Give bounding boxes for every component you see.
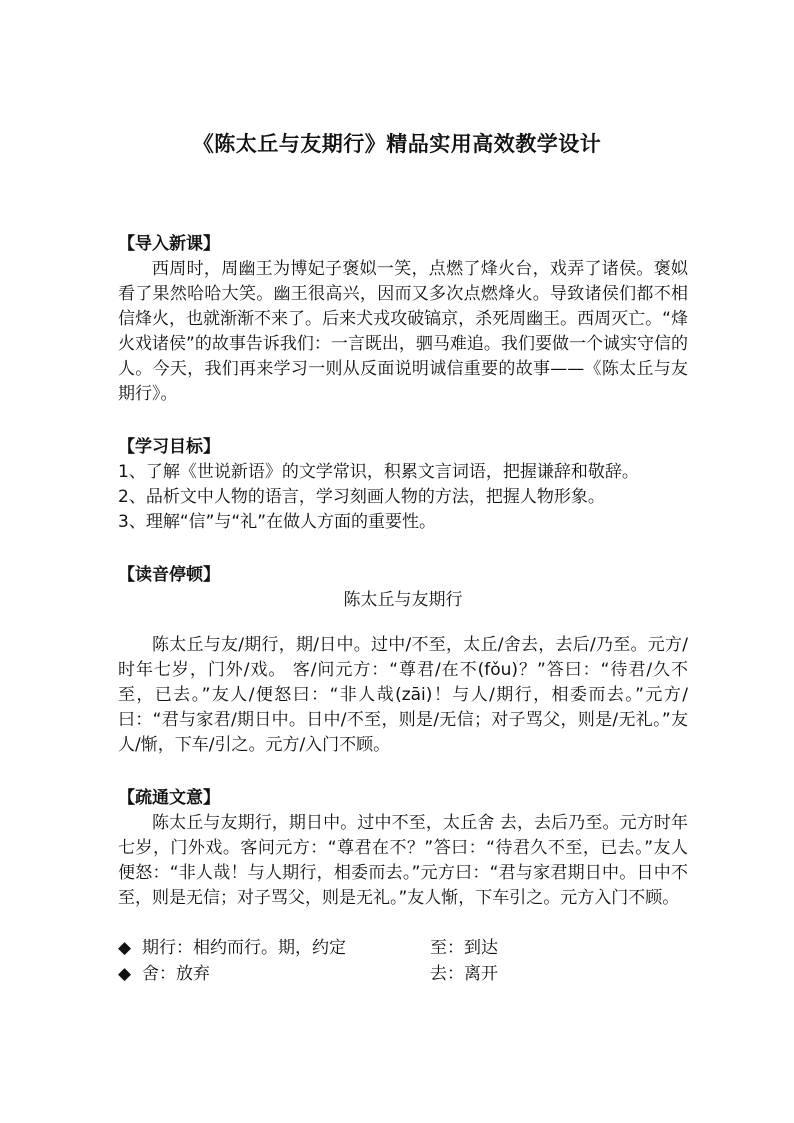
note-row (118, 961, 688, 987)
text-subtitle: 陈太丘与友期行 (343, 590, 463, 610)
diamond-bullet-icon: ◆ (118, 937, 132, 958)
diamond-bullet-icon: ◆ (118, 963, 132, 984)
note-term: 至：到达 (430, 937, 498, 958)
meaning-paragraph: 陈太丘与友期行，期日中。过中不至，太丘舍 去，去后乃至。元方时年七岁，门外戏。客问元方：“尊君在不？”答曰：“待君久不至，已去。”友人便怒：“非人哉！与人期行，相委而去。”元方曰：“君与家君期日中。日中不至，则是无信；对子骂父，则是无礼。”友人惭，下车引之。元方入门不顾。 (118, 813, 688, 908)
meaning-heading: 【疏通文意】 (118, 788, 220, 808)
note-row (118, 935, 688, 961)
goal-item-2: 2、品析文中人物的语言，学习刻画人物的方法，把握人物形象。 (118, 487, 605, 507)
note-term: 去：离开 (430, 963, 498, 984)
reading-heading: 【读音停顿】 (118, 565, 220, 585)
note-term: 期行：相约而行。期，约定 (142, 937, 346, 958)
document-title: 《陈太丘与友期行》精品实用高效教学设计 (192, 131, 602, 156)
goals-heading: 【学习目标】 (118, 437, 220, 457)
vocabulary-notes (118, 935, 688, 987)
reading-paragraph: 陈太丘与友/期行，期/日中。过中/不至，太丘/舍去，去后/乃至。元方/时年七岁，门外/戏。 客/问元方：“尊君/在不(fǒu)？”答曰：“待君/久不至，已去。”友人/便怒曰：“非人哉(zāi)！与人/期行，相委而去。”元方/曰：“君与家君/期日中。日中/不至，则是/无信；对子骂父，则是/无礼。”友人/惭，下车/引之。元方/入门不顾。 (118, 635, 688, 755)
document-body (118, 232, 688, 987)
note-term: 舍：放弃 (142, 963, 210, 984)
goal-item-3: 3、理解“信”与“礼”在做人方面的重要性。 (118, 512, 437, 532)
intro-paragraph: 西周时，周幽王为博妃子褒姒一笑，点燃了烽火台，戏弄了诸侯。褒姒看了果然哈哈大笑。幽王很高兴，因而又多次点燃烽火。导致诸侯们都不相信烽火，也就渐渐不来了。后来犬戎攻破镐京，杀死周幽王。西周灭亡。“烽火戏诸侯”的故事告诉我们：一言既出，驷马难追。我们要做一个诚实守信的人。今天，我们再来学习一则从反面说明诚信重要的故事——《陈太丘与友期行》。 (118, 259, 688, 404)
goal-item-1: 1、了解《世说新语》的文学常识，积累文言词语，把握谦辞和敬辞。 (118, 462, 639, 482)
intro-heading: 【导入新课】 (118, 234, 220, 254)
